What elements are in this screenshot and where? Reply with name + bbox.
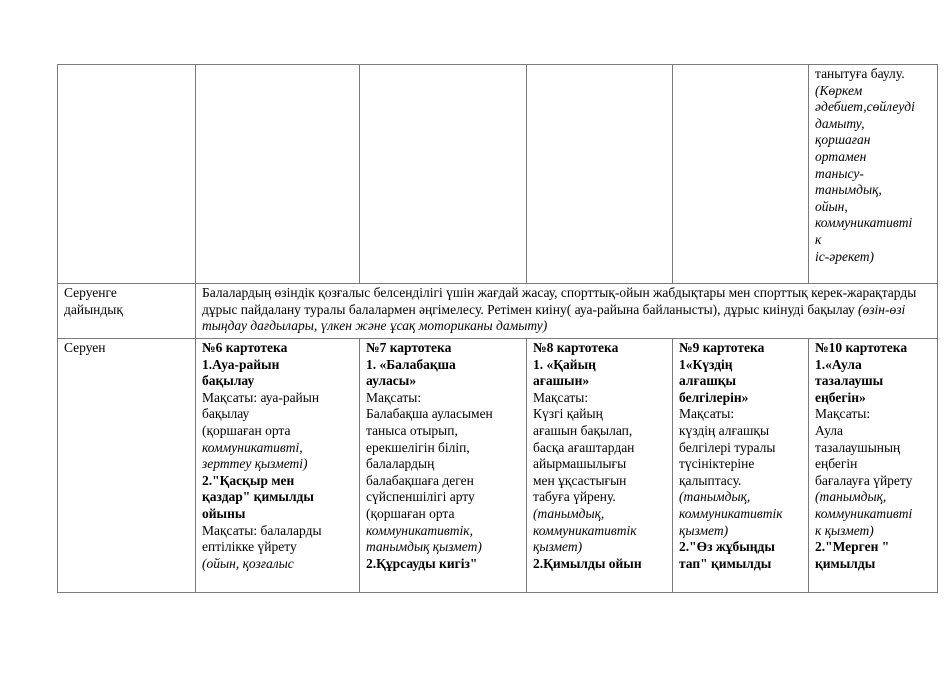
- card-cell: [673, 339, 809, 593]
- text-line: еңбегін»: [815, 389, 866, 405]
- text-line: (танымдық,: [679, 489, 751, 505]
- prep-text-italic: (өзін-өзі тыңдау дағдылары, үлкен және ұсақ моториканы дамыту): [202, 301, 906, 334]
- text-line: тап" қимылды: [679, 555, 772, 571]
- text-line: 2."Өз жұбыңды: [679, 539, 775, 555]
- plan-table: [57, 64, 938, 593]
- text-line: №9 картотека: [679, 340, 765, 355]
- text-line: бағалауға үйрету: [815, 472, 913, 488]
- text-line: тазалаушының: [815, 439, 901, 455]
- empty-cell: [673, 65, 809, 284]
- text-line: танымдық,: [815, 182, 882, 198]
- text-line: 1. «Балабақша: [366, 356, 456, 372]
- text-line: коммуникативті,: [202, 439, 303, 455]
- text-line: белгілерін»: [679, 389, 749, 405]
- text-line: Мақсаты:: [533, 389, 589, 405]
- text-line: ортамен: [815, 148, 867, 164]
- card-cell: [809, 339, 938, 593]
- text-line: Мақсаты:: [679, 406, 735, 422]
- text-line: №7 картотека: [366, 340, 452, 355]
- text-line: танысу-: [815, 165, 864, 181]
- text-line: 1«Күздің: [679, 356, 733, 372]
- empty-cell: [58, 65, 196, 284]
- empty-cell: [527, 65, 673, 284]
- table-row-walk: [58, 339, 938, 593]
- text-line: белгілері туралы: [679, 439, 776, 455]
- text-line: еңбегін: [815, 456, 858, 472]
- text-line: 2."Қасқыр мен: [202, 472, 295, 488]
- text-line: бақылау: [202, 406, 250, 422]
- text-line: 1. «Қайың: [533, 356, 596, 372]
- text-line: танытуға баулу.: [815, 66, 905, 81]
- text-line: коммуникативтік: [533, 522, 637, 538]
- label-line: Серуен: [64, 340, 106, 355]
- text-line: (танымдық,: [815, 489, 887, 505]
- text-line: табуға үйрену.: [533, 489, 616, 505]
- text-line: ағашын»: [533, 373, 590, 389]
- card-cell: [196, 339, 360, 593]
- text-line: (танымдық,: [533, 505, 605, 521]
- text-line: түсініктеріне: [679, 456, 755, 472]
- text-line: ойын,: [815, 198, 848, 214]
- text-line: (қоршаған орта: [366, 505, 455, 521]
- text-line: №6 картотека: [202, 340, 288, 355]
- text-line: Күзгі қайың: [533, 406, 603, 422]
- text-line: тазалаушы: [815, 373, 884, 389]
- text-line: к: [815, 231, 822, 247]
- text-line: Мақсаты: ауа-райын: [202, 389, 320, 405]
- text-line: №8 картотека: [533, 340, 619, 355]
- text-line: зерттеу қызметі): [202, 456, 308, 472]
- text-line: ауласы»: [366, 373, 417, 389]
- text-line: қызмет): [679, 522, 729, 538]
- prep-description: [196, 284, 938, 339]
- text-line: іс-әрекет): [815, 248, 875, 264]
- text-line: қызмет): [533, 539, 583, 555]
- goal-cell: [809, 65, 938, 284]
- table-row-top: [58, 65, 938, 284]
- text-line: 2.Қимылды ойын: [533, 555, 642, 571]
- text-line: Мақсаты:: [815, 406, 871, 422]
- text-line: ойыны: [202, 505, 246, 521]
- text-line: балалардың: [366, 456, 435, 472]
- empty-cell: [360, 65, 527, 284]
- label-line: дайындық: [64, 301, 123, 317]
- text-line: әдебиет,сөйлеуді: [815, 99, 915, 115]
- table-row-prep: [58, 284, 938, 339]
- text-line: алғашқы: [679, 373, 737, 389]
- text-line: (қоршаған орта: [202, 422, 291, 438]
- card-cell: [527, 339, 673, 593]
- text-line: қалыптасу.: [679, 472, 742, 488]
- text-line: дамыту,: [815, 115, 865, 131]
- text-line: коммуникативті: [815, 215, 913, 231]
- text-line: Мақсаты:: [366, 389, 422, 405]
- text-line: балабақшаға деген: [366, 472, 474, 488]
- text-line: ептілікке үйрету: [202, 539, 297, 555]
- text-line: басқа ағаштардан: [533, 439, 635, 455]
- text-line: мен ұқсастығын: [533, 472, 627, 488]
- text-line: айырмашылығы: [533, 456, 627, 472]
- prep-text: Балалардың өзіндік қозғалыс белсенділігі үшін жағдай жасау, спорттық-ойын жабдықтары мен спорттық керек-жарақтарды дұрыс пайдалану туралы балалармен әңгімелесу. Ретімен киіну( ауа-райына байланысты), дұрыс киінуді бақылау: [202, 285, 917, 317]
- text-line: қоршаған: [815, 132, 871, 148]
- card-cell: [360, 339, 527, 593]
- text-line: (Көркем: [815, 82, 863, 98]
- text-line: №10 картотека: [815, 340, 908, 355]
- text-line: таныса отырып,: [366, 422, 458, 438]
- text-line: бақылау: [202, 373, 255, 389]
- text-line: коммуникативтік: [679, 505, 783, 521]
- text-line: күздің алғашқы: [679, 422, 770, 438]
- text-line: Мақсаты: балаларды: [202, 522, 322, 538]
- row-label-walk: [58, 339, 196, 593]
- text-line: ерекшелігін біліп,: [366, 439, 470, 455]
- text-line: 2."Мерген ": [815, 539, 890, 555]
- text-line: сүйспеншілігі арту: [366, 489, 475, 505]
- empty-cell: [196, 65, 360, 284]
- text-line: танымдық қызмет): [366, 539, 482, 555]
- text-line: 2.Құрсауды кигіз": [366, 555, 478, 571]
- text-line: Аула: [815, 422, 843, 438]
- label-line: Серуенге: [64, 285, 117, 300]
- text-line: 1.«Аула: [815, 356, 862, 372]
- text-line: қаздар" қимылды: [202, 489, 314, 505]
- text-line: (ойын, қозғалыс: [202, 555, 294, 571]
- row-label-prep: [58, 284, 196, 339]
- text-line: Балабақша ауласымен: [366, 406, 493, 422]
- text-line: коммуникативтік,: [366, 522, 473, 538]
- text-line: к қызмет): [815, 522, 874, 538]
- text-line: 1.Ауа-райын: [202, 356, 280, 372]
- text-line: коммуникативті: [815, 505, 913, 521]
- text-line: ағашын бақылап,: [533, 422, 633, 438]
- text-line: қимылды: [815, 555, 876, 571]
